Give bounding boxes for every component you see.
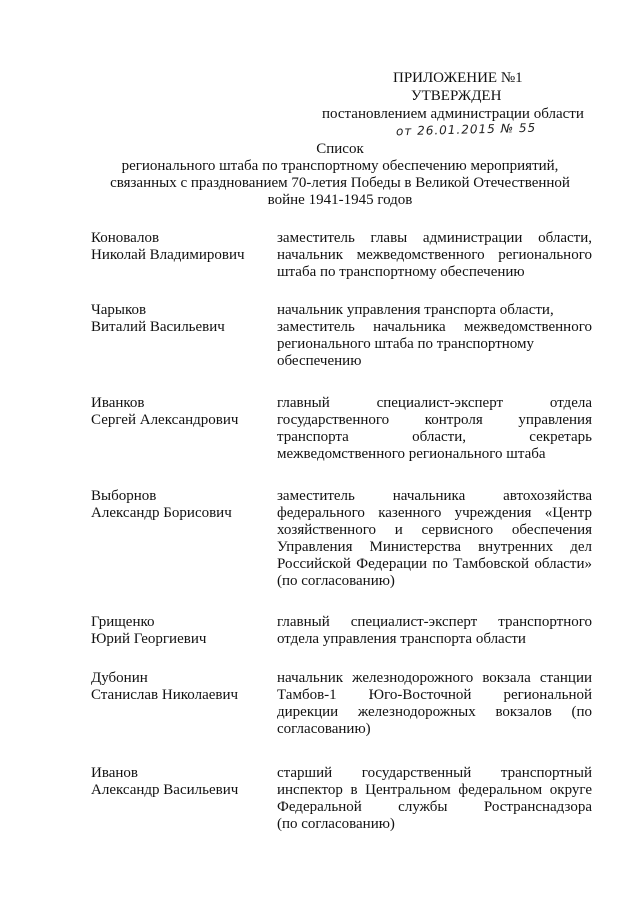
member-given-name: Станислав Николаевич: [91, 687, 239, 703]
role-line: Российской Федерации по Тамбовской области»: [277, 556, 592, 572]
decree-line: постановлением администрации области: [322, 106, 584, 122]
member-role: [277, 395, 592, 463]
member-name: [91, 614, 271, 648]
role-line: главный специалист-эксперт транспортного: [277, 614, 592, 630]
role-line: транспорта области, секретарь: [277, 429, 592, 445]
member-surname: Коновалов: [91, 230, 160, 246]
member-surname: Дубонин: [91, 670, 148, 686]
role-line: старший государственный транспортный: [277, 765, 592, 781]
role-line: (по согласованию): [277, 573, 395, 589]
role-line: согласованию): [277, 721, 371, 737]
member-name: [91, 230, 271, 264]
member-role: [277, 488, 592, 590]
member-given-name: Александр Васильевич: [91, 782, 239, 798]
member-surname: Выборнов: [91, 488, 157, 504]
appendix-heading: ПРИЛОЖЕНИЕ №1: [393, 70, 523, 86]
role-line: обеспечению: [277, 353, 362, 369]
role-line: дирекции железнодорожных вокзалов (по: [277, 704, 592, 720]
role-line: заместитель начальника автохозяйства: [277, 488, 592, 504]
member-given-name: Сергей Александрович: [91, 412, 239, 428]
title-line: связанных с празднованием 70-летия Победы в Великой Отечественной: [110, 175, 570, 191]
role-line: (по согласованию): [277, 816, 395, 832]
member-name: [91, 670, 271, 704]
role-line: межведомственного регионального штаба: [277, 446, 546, 462]
member-role: [277, 670, 592, 738]
role-line: Тамбов-1 Юго-Восточной региональной: [277, 687, 592, 703]
title-line: регионального штаба по транспортному обеспечению мероприятий,: [121, 158, 559, 174]
member-role: [277, 302, 592, 370]
approved-heading: УТВЕРЖДЕН: [411, 88, 502, 104]
role-line: инспектор в Центральном федеральном округе: [277, 782, 592, 798]
member-name: [91, 488, 271, 522]
member-given-name: Александр Борисович: [91, 505, 232, 521]
role-line: федерального казенного учреждения «Центр: [277, 505, 592, 521]
role-line: начальник железнодорожного вокзала станции: [277, 670, 592, 686]
title-line: Список: [316, 141, 364, 157]
member-surname: Грищенко: [91, 614, 155, 630]
role-line: главный специалист-эксперт отдела: [277, 395, 592, 411]
role-line: государственного контроля управления: [277, 412, 592, 428]
role-line: Управления Министерства внутренних дел: [277, 539, 592, 555]
role-line: регионального штаба по транспортному: [277, 336, 534, 352]
role-line: Федеральной службы Ространснадзора: [277, 799, 592, 815]
document-title: [95, 141, 585, 209]
member-name: [91, 302, 271, 336]
role-line: начальник управления транспорта области,: [277, 302, 554, 318]
role-line: отдела управления транспорта области: [277, 631, 526, 647]
role-line: заместитель главы администрации области,: [277, 230, 592, 246]
member-given-name: Николай Владимирович: [91, 247, 245, 263]
member-given-name: Юрий Георгиевич: [91, 631, 207, 647]
member-role: [277, 230, 592, 281]
member-surname: Иванков: [91, 395, 145, 411]
member-role: [277, 765, 592, 833]
member-surname: Чарыков: [91, 302, 147, 318]
member-name: [91, 765, 271, 799]
handwritten-date: от 26.01.2015 № 55: [395, 120, 537, 139]
member-role: [277, 614, 592, 648]
role-line: начальник межведомственного регионального: [277, 247, 592, 263]
member-given-name: Виталий Васильевич: [91, 319, 225, 335]
member-surname: Иванов: [91, 765, 138, 781]
role-line: штаба по транспортному обеспечению: [277, 264, 525, 280]
title-line: войне 1941-1945 годов: [267, 192, 413, 208]
role-line: хозяйственного и сервисного обеспечения: [277, 522, 592, 538]
role-line: заместитель начальника межведомственного: [277, 319, 592, 335]
member-name: [91, 395, 271, 429]
